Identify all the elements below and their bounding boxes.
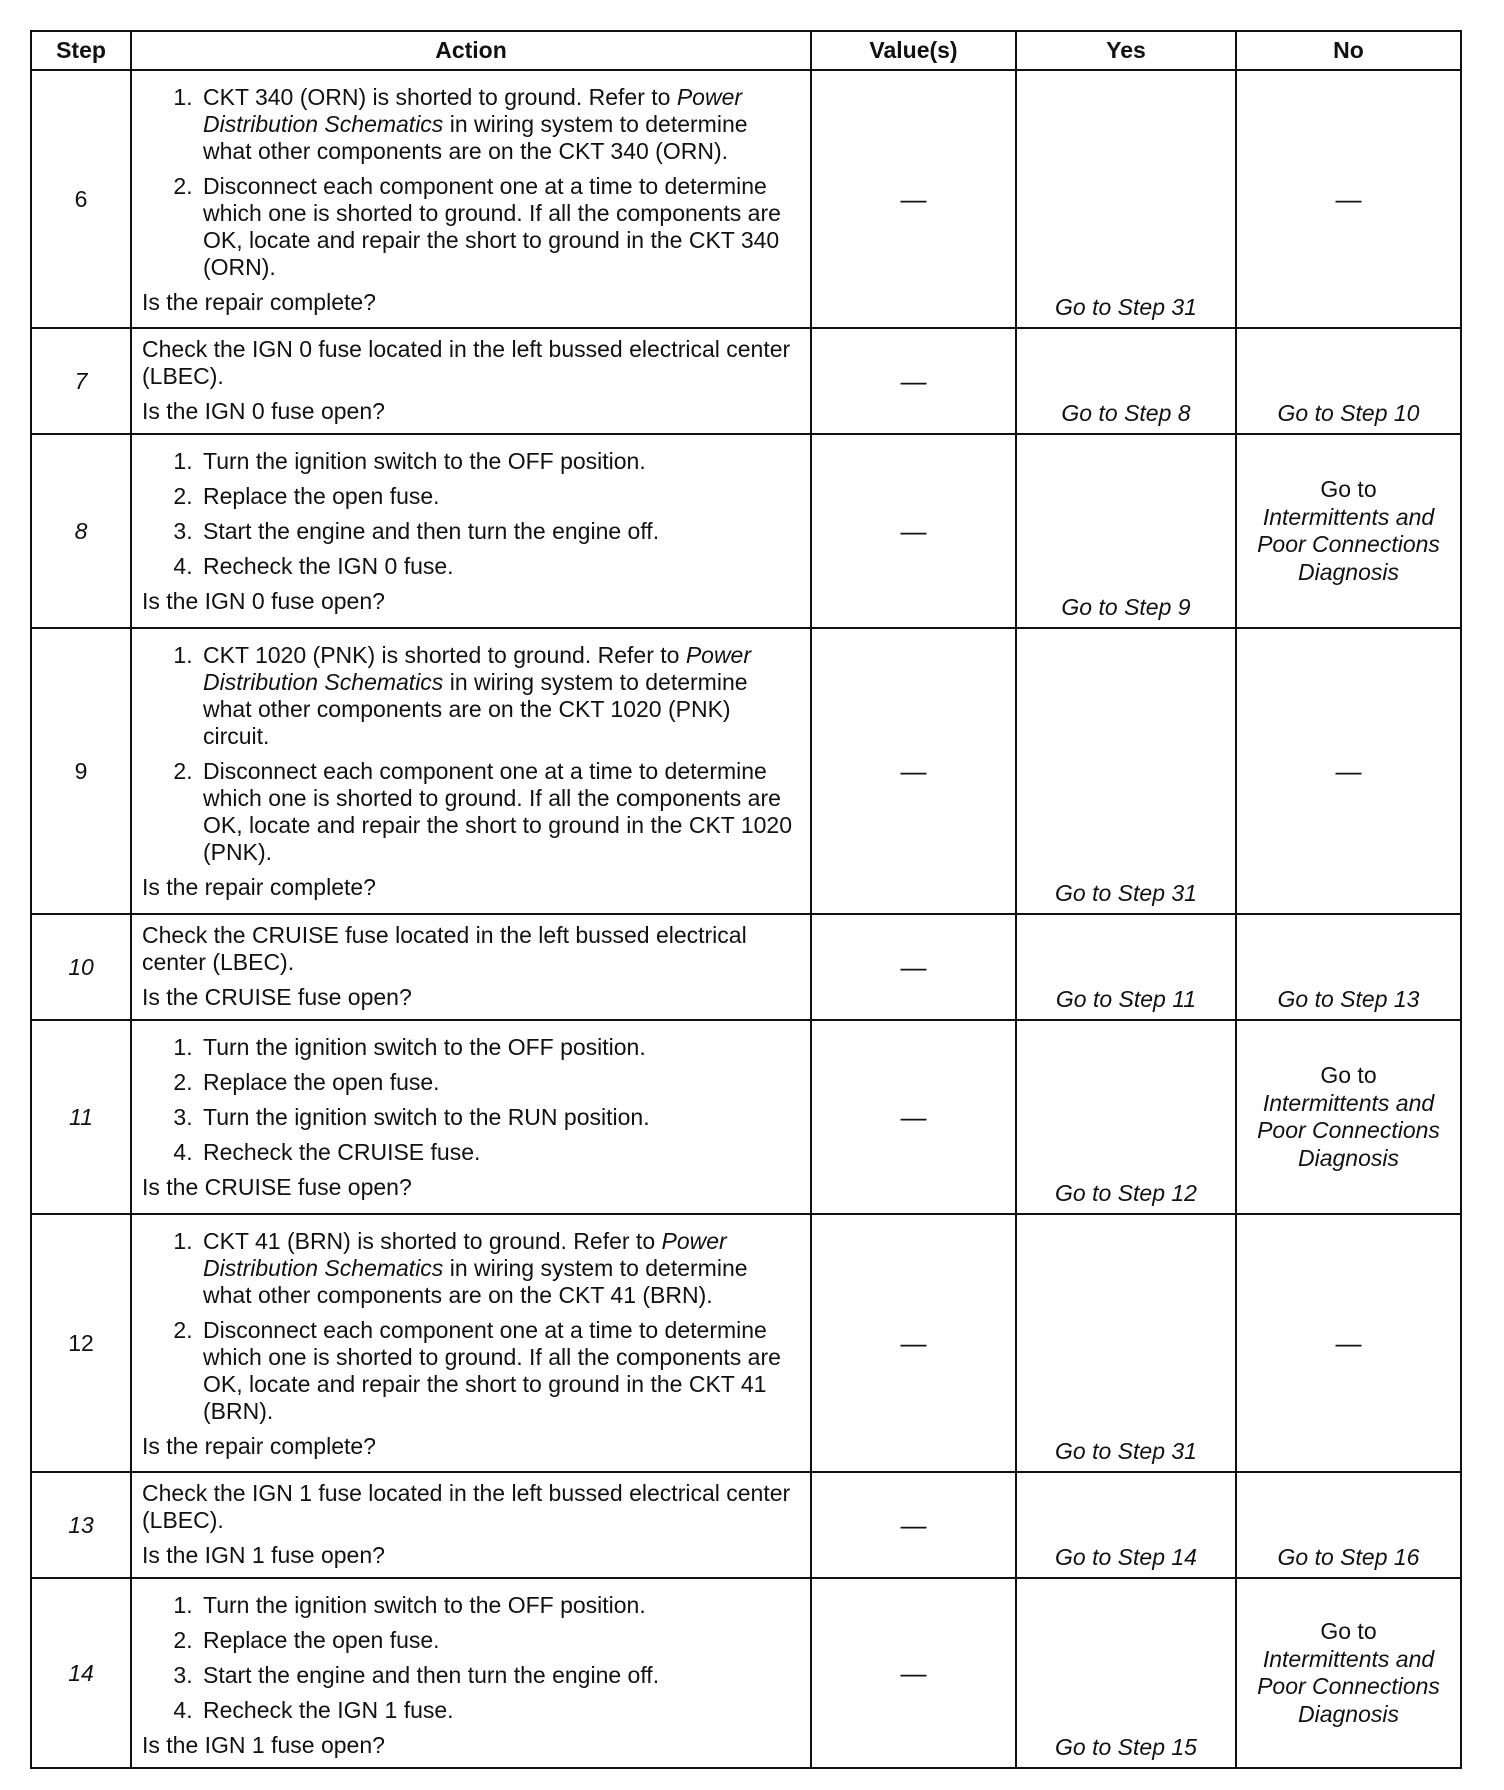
table-row [31, 434, 1461, 628]
no-cell: Go to Step 10 [1236, 328, 1461, 434]
step-number: 7 [31, 328, 131, 434]
table-row [31, 1214, 1461, 1472]
value-cell: — [811, 1578, 1016, 1768]
action-question: Is the CRUISE fuse open? [142, 984, 412, 1010]
no-cell: Go to Step 16 [1236, 1472, 1461, 1578]
no-cell [1236, 434, 1461, 628]
action-text: Check the IGN 1 fuse located in the left bussed electrical center (LBEC). [142, 1480, 791, 1533]
header-no: No [1236, 31, 1461, 70]
intermittents-reference: Intermittents and Poor Connections Diagnosis [1257, 503, 1440, 585]
header-step: Step [31, 31, 131, 70]
action-item: 2. Replace the open fuse. [199, 1069, 796, 1096]
action-question: Is the IGN 1 fuse open? [142, 1732, 385, 1758]
action-item: 2. Disconnect each component one at a time to determine which one is shorted to ground. If all the components are OK, locate and repair the short to ground in the CKT 1020 (PNK). [199, 758, 796, 866]
action-item: 2. Disconnect each component one at a time to determine which one is shorted to ground. If all the components are OK, locate and repair the short to ground in the CKT 41 (BRN). [199, 1317, 796, 1425]
table-row [31, 628, 1461, 914]
action-item: 1. Turn the ignition switch to the OFF position. [199, 1592, 796, 1619]
action-question: Is the repair complete? [142, 1433, 376, 1459]
action-item: 2. Replace the open fuse. [199, 483, 796, 510]
action-question: Is the IGN 0 fuse open? [142, 588, 385, 614]
action-text: Check the CRUISE fuse located in the left bussed electrical center (LBEC). [142, 922, 747, 975]
action-cell [131, 328, 811, 434]
action-item: 3. Start the engine and then turn the engine off. [199, 1662, 796, 1689]
action-cell [131, 1578, 811, 1768]
action-item: 2. Replace the open fuse. [199, 1627, 796, 1654]
action-item: 4. Recheck the CRUISE fuse. [199, 1139, 796, 1166]
action-text: CKT 41 (BRN) is shorted to ground. Refer to [203, 1228, 662, 1254]
action-text: in wiring system to determine what other components are on the CKT 340 (ORN). [203, 111, 748, 164]
action-item [199, 1228, 796, 1309]
action-cell [131, 1214, 811, 1472]
table-row [31, 914, 1461, 1020]
diagnostic-table [30, 30, 1462, 1769]
action-text: CKT 1020 (PNK) is shorted to ground. Refer to [203, 642, 686, 668]
action-question: Is the IGN 0 fuse open? [142, 398, 385, 424]
action-cell [131, 1020, 811, 1214]
intermittents-reference: Intermittents and Poor Connections Diagnosis [1257, 1645, 1440, 1727]
no-cell [1236, 1020, 1461, 1214]
table-row [31, 1578, 1461, 1768]
step-number: 14 [31, 1578, 131, 1768]
action-item [199, 84, 796, 165]
yes-cell: Go to Step 11 [1016, 914, 1236, 1020]
action-item: 1. Turn the ignition switch to the OFF position. [199, 448, 796, 475]
step-number: 6 [31, 70, 131, 328]
value-cell: — [811, 1214, 1016, 1472]
step-number: 13 [31, 1472, 131, 1578]
schematics-reference: Power Distribution Schematics [203, 1228, 727, 1281]
action-question: Is the repair complete? [142, 289, 376, 315]
table-row [31, 328, 1461, 434]
action-cell [131, 628, 811, 914]
value-cell: — [811, 1472, 1016, 1578]
action-question: Is the IGN 1 fuse open? [142, 1542, 385, 1568]
intermittents-reference: Intermittents and Poor Connections Diagnosis [1257, 1089, 1440, 1171]
table-row [31, 1020, 1461, 1214]
step-number: 8 [31, 434, 131, 628]
action-cell [131, 1472, 811, 1578]
header-action: Action [131, 31, 811, 70]
value-cell: — [811, 70, 1016, 328]
action-cell [131, 434, 811, 628]
step-number: 11 [31, 1020, 131, 1214]
action-item [199, 642, 796, 750]
action-text: Check the IGN 0 fuse located in the left bussed electrical center (LBEC). [142, 336, 791, 389]
action-item: 4. Recheck the IGN 0 fuse. [199, 553, 796, 580]
yes-cell: Go to Step 8 [1016, 328, 1236, 434]
action-cell [131, 914, 811, 1020]
no-cell: — [1236, 628, 1461, 914]
header-yes: Yes [1016, 31, 1236, 70]
yes-cell: Go to Step 9 [1016, 434, 1236, 628]
no-cell: — [1236, 70, 1461, 328]
header-values: Value(s) [811, 31, 1016, 70]
value-cell: — [811, 628, 1016, 914]
no-cell: — [1236, 1214, 1461, 1472]
action-item: 3. Turn the ignition switch to the RUN position. [199, 1104, 796, 1131]
value-cell: — [811, 1020, 1016, 1214]
action-item: 1. Turn the ignition switch to the OFF position. [199, 1034, 796, 1061]
yes-cell: Go to Step 15 [1016, 1578, 1236, 1768]
yes-cell: Go to Step 12 [1016, 1020, 1236, 1214]
action-question: Is the repair complete? [142, 874, 376, 900]
action-text: CKT 340 (ORN) is shorted to ground. Refer to [203, 84, 677, 110]
goto-text: Go to [1320, 1618, 1377, 1644]
step-number: 12 [31, 1214, 131, 1472]
action-text: in wiring system to determine what other components are on the CKT 41 (BRN). [203, 1255, 748, 1308]
action-item: 2. Disconnect each component one at a time to determine which one is shorted to ground. If all the components are OK, locate and repair the short to ground in the CKT 340 (ORN). [199, 173, 796, 281]
value-cell: — [811, 434, 1016, 628]
yes-cell: Go to Step 31 [1016, 628, 1236, 914]
table-row [31, 1472, 1461, 1578]
goto-text: Go to [1320, 1062, 1377, 1088]
action-item: 3. Start the engine and then turn the engine off. [199, 518, 796, 545]
action-cell [131, 70, 811, 328]
value-cell: — [811, 914, 1016, 1020]
yes-cell: Go to Step 14 [1016, 1472, 1236, 1578]
action-question: Is the CRUISE fuse open? [142, 1174, 412, 1200]
schematics-reference: Power Distribution Schematics [203, 642, 752, 695]
table-row [31, 70, 1461, 328]
no-cell: Go to Step 13 [1236, 914, 1461, 1020]
schematics-reference: Power Distribution Schematics [203, 84, 743, 137]
action-item: 4. Recheck the IGN 1 fuse. [199, 1697, 796, 1724]
step-number: 9 [31, 628, 131, 914]
header-row [31, 31, 1461, 70]
yes-cell: Go to Step 31 [1016, 70, 1236, 328]
no-cell [1236, 1578, 1461, 1768]
yes-cell: Go to Step 31 [1016, 1214, 1236, 1472]
action-text: in wiring system to determine what other components are on the CKT 1020 (PNK) circuit. [203, 669, 748, 749]
goto-text: Go to [1320, 476, 1377, 502]
value-cell: — [811, 328, 1016, 434]
step-number: 10 [31, 914, 131, 1020]
